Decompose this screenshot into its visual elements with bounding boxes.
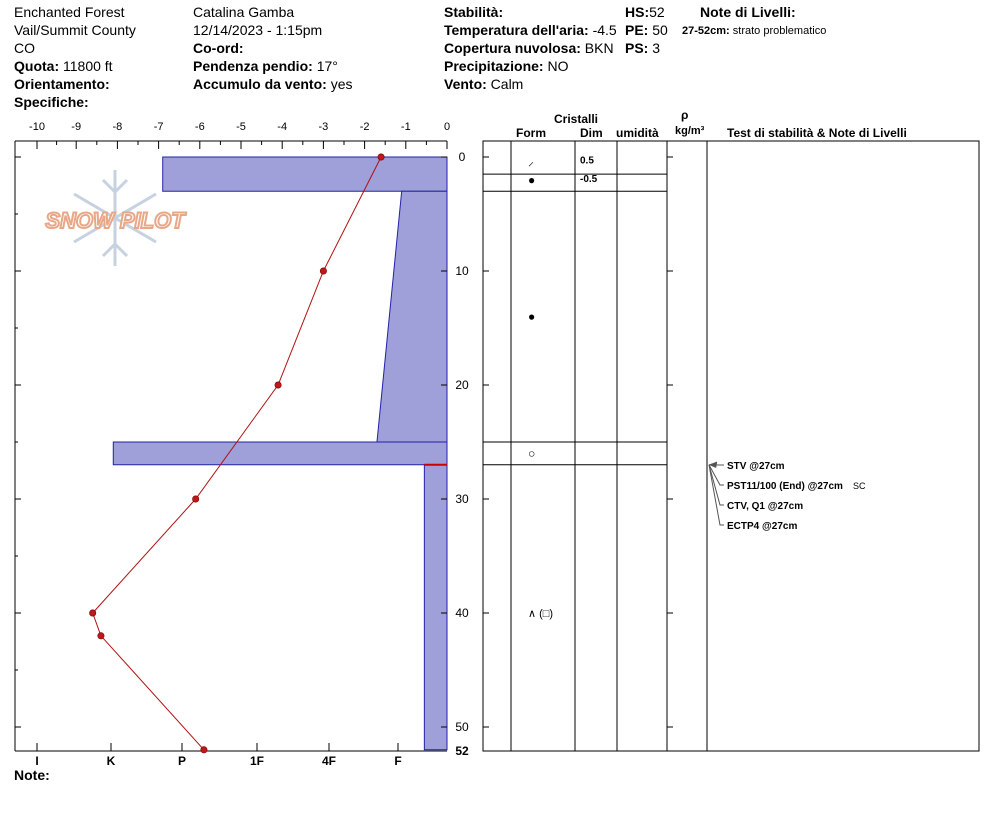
crystal-form: ○ <box>528 446 536 461</box>
hardness-tick-label: 1F <box>249 754 265 768</box>
temperature-point <box>378 154 384 160</box>
region: Vail/Summit County <box>14 22 136 38</box>
elevation-label: Quota: <box>14 58 60 74</box>
precip-label: Precipitazione: <box>444 58 544 74</box>
stability-label: Stabilità: <box>444 4 504 20</box>
coord-label: Co-ord: <box>193 40 244 56</box>
aspect-label: Orientamento: <box>14 76 110 92</box>
wind-value: Calm <box>490 76 524 92</box>
temp-tick-label: -2 <box>359 121 370 133</box>
depth-tick-label: 30 <box>455 492 469 506</box>
depth-tick-label: 10 <box>455 264 469 278</box>
crystal-dim: -0.5 <box>580 173 598 185</box>
temp-tick-label: -5 <box>236 121 246 133</box>
temp-tick-label: -10 <box>29 121 45 133</box>
pe-value: 50 <box>652 22 668 38</box>
temp-tick-label: -1 <box>400 121 411 133</box>
hardness-layer-2 <box>113 442 447 465</box>
temperature-point <box>275 382 281 388</box>
hardness-tick-label: K <box>106 754 116 768</box>
temperature-point <box>192 496 198 502</box>
air-temp-label: Temperatura dell'aria: <box>444 22 589 38</box>
hs-value: 52 <box>649 4 665 20</box>
depth-tick-label: 0 <box>458 150 466 164</box>
hs-label: HS: <box>625 4 650 20</box>
wind-loading-label: Accumulo da vento: <box>193 76 327 92</box>
temp-tick-label: -4 <box>277 121 288 133</box>
pe-label: PE: <box>625 22 649 38</box>
crystal-form: ⸝ <box>528 154 535 169</box>
temp-tick-label: -6 <box>194 121 205 133</box>
hardness-layer-3 <box>424 465 447 750</box>
temp-tick-label: 0 <box>443 121 451 133</box>
hardness-tick-label: 4F <box>321 754 337 768</box>
ps-label: PS: <box>625 40 649 56</box>
crystal-dim: 0.5 <box>580 155 594 167</box>
elevation-value: 11800 ft <box>63 58 113 74</box>
observer: Catalina Gamba <box>193 4 295 20</box>
hardness-layer-1 <box>377 191 447 442</box>
temp-tick-label: -3 <box>318 121 329 133</box>
stability-test-suffix: SC <box>853 481 866 491</box>
dim-header: Dim <box>580 126 603 140</box>
air-temp-value: -4.5 <box>592 22 617 38</box>
crystals-header: Cristalli <box>554 112 599 126</box>
watermark-text: SNOW PILOT <box>45 208 185 233</box>
hardness-tick-label: F <box>394 754 402 768</box>
density-unit-header: kg/m³ <box>675 125 705 137</box>
cloud-label: Copertura nuvolosa: <box>444 40 581 56</box>
crystal-form: ∧ (□) <box>528 608 554 620</box>
crystal-form: ● <box>528 172 536 187</box>
depth-tick-label: 52 <box>455 744 469 758</box>
slope-value: 17° <box>316 58 338 74</box>
slope-label: Pendenza pendio: <box>193 58 313 74</box>
hardness-tick-label: P <box>177 754 187 768</box>
layer-notes-label: Note di Livelli: <box>700 4 796 20</box>
layer-note-range: 27-52cm: <box>682 25 730 37</box>
cloud-value: BKN <box>584 40 614 56</box>
temperature-point <box>98 633 104 639</box>
wind-label: Vento: <box>444 76 487 92</box>
specifics-label: Specifiche: <box>14 94 89 110</box>
depth-tick-label: 50 <box>455 720 469 734</box>
temp-tick-label: -9 <box>71 121 82 133</box>
moisture-header: umidità <box>616 126 659 140</box>
crystal-form: ● <box>528 309 536 324</box>
depth-tick-label: 40 <box>455 606 469 620</box>
temp-tick-label: -8 <box>112 121 123 133</box>
temperature-point <box>320 268 326 274</box>
location: Enchanted Forest <box>14 4 125 20</box>
stability-notes-header: Test di stabilità & Note di Livelli <box>727 126 907 140</box>
stability-test-label: CTV, Q1 @27cm <box>727 501 804 512</box>
state: CO <box>14 40 35 56</box>
temperature-point <box>201 747 207 753</box>
stability-test-label: ECTP4 @27cm <box>727 521 798 532</box>
hardness-layer-0 <box>163 157 447 191</box>
stability-test-label: STV @27cm <box>727 461 785 472</box>
datetime: 12/14/2023 - 1:15pm <box>193 22 323 38</box>
layer-note-text: strato problematico <box>732 25 827 37</box>
crystal-table-frame <box>483 141 979 751</box>
stability-test-label: PST11/100 (End) @27cm <box>727 481 843 492</box>
depth-tick-label: 20 <box>455 378 469 392</box>
wind-loading-value: yes <box>330 76 353 92</box>
temperature-point <box>89 610 95 616</box>
note-label: Note: <box>14 767 50 783</box>
precip-value: NO <box>547 58 569 74</box>
ps-value: 3 <box>652 40 661 56</box>
temp-tick-label: -7 <box>153 121 164 133</box>
hardness-tick-label: I <box>35 754 39 768</box>
form-header: Form <box>516 126 546 140</box>
rho-header: ρ <box>681 108 689 122</box>
